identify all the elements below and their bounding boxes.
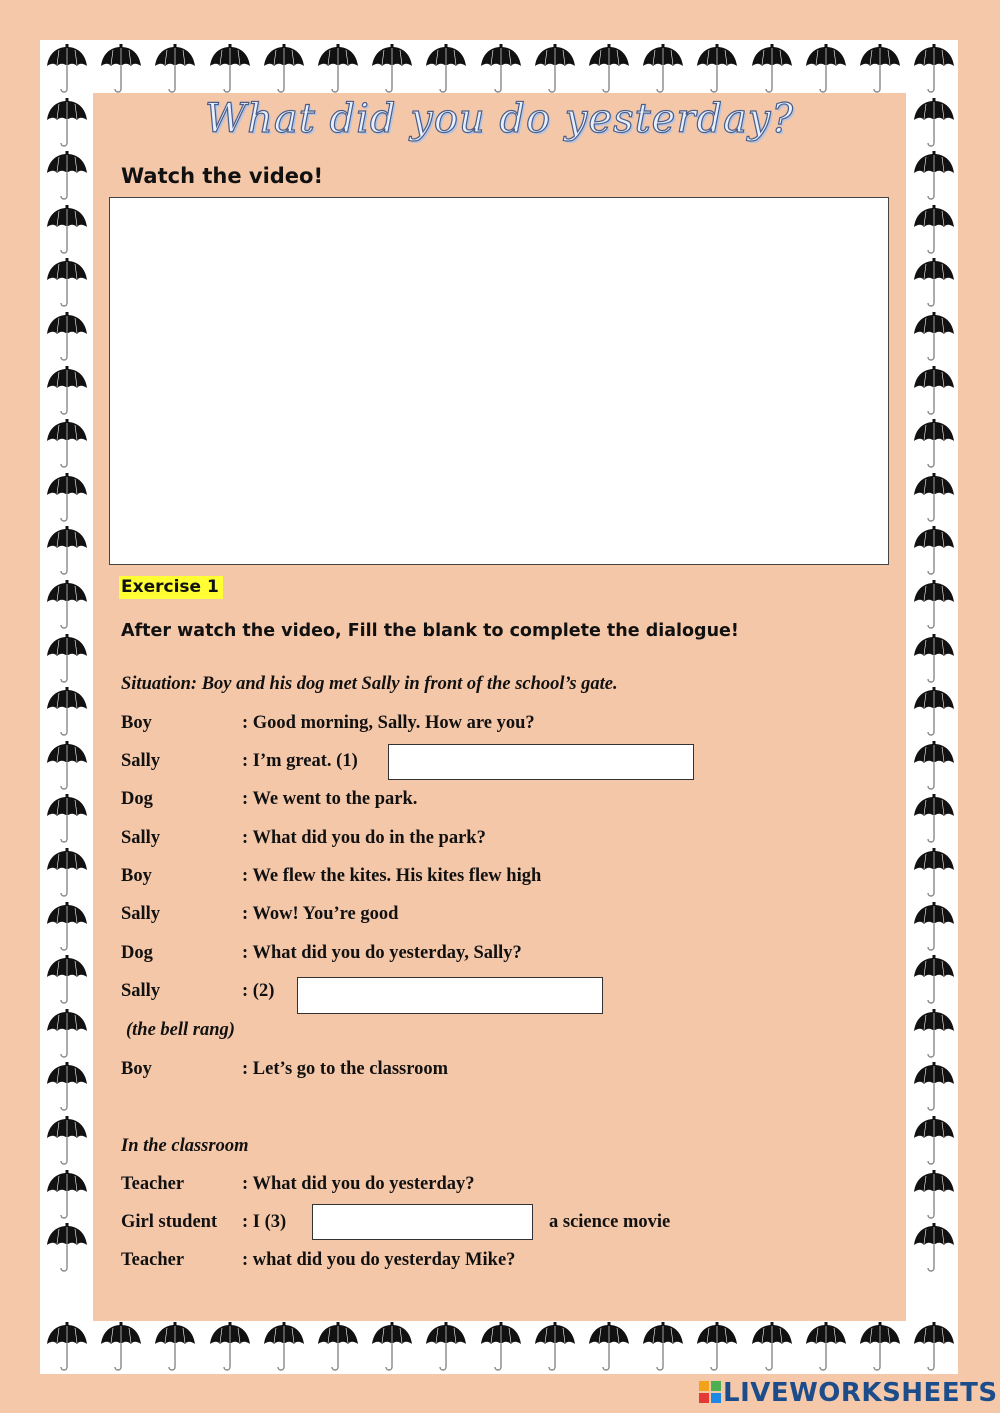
umbrella-icon [913, 526, 955, 578]
speaker: Sally [121, 751, 161, 771]
umbrella-icon [154, 44, 196, 96]
umbrella-icon [913, 580, 955, 632]
umbrella-icon [46, 205, 88, 257]
umbrella-icon [46, 366, 88, 418]
umbrella-icon [751, 44, 793, 96]
umbrella-icon [480, 44, 522, 96]
umbrella-icon [588, 44, 630, 96]
umbrella-icon [46, 258, 88, 310]
umbrella-icon [46, 902, 88, 954]
line-text: : Wow! You’re good [242, 904, 399, 924]
umbrella-icon [913, 205, 955, 257]
umbrella-icon [913, 1062, 955, 1114]
umbrella-icon [100, 44, 142, 96]
umbrella-icon [46, 848, 88, 900]
umbrella-icon [46, 44, 88, 96]
umbrella-icon [913, 312, 955, 364]
classroom-label: In the classroom [121, 1136, 249, 1156]
umbrella-icon [859, 44, 901, 96]
umbrella-icon [317, 1322, 359, 1374]
answer-input-2[interactable] [297, 977, 603, 1014]
umbrella-icon [913, 419, 955, 471]
umbrella-icon [371, 1322, 413, 1374]
umbrella-icon [913, 151, 955, 203]
umbrella-icon [913, 741, 955, 793]
liveworksheets-mark-icon [699, 1381, 721, 1403]
umbrella-icon [913, 902, 955, 954]
umbrella-icon [480, 1322, 522, 1374]
umbrella-icon [209, 1322, 251, 1374]
line-text: : Good morning, Sally. How are you? [242, 713, 535, 733]
line-text: : What did you do yesterday? [242, 1174, 475, 1194]
umbrella-icon [209, 44, 251, 96]
umbrella-icon [913, 634, 955, 686]
umbrella-icon [46, 419, 88, 471]
umbrella-icon [913, 794, 955, 846]
line-text: : We went to the park. [242, 789, 418, 809]
umbrella-icon [588, 1322, 630, 1374]
umbrella-icon [46, 687, 88, 739]
speaker: Sally [121, 828, 161, 848]
umbrella-icon [46, 955, 88, 1007]
umbrella-icon [46, 794, 88, 846]
watch-video-heading: Watch the video! [121, 164, 324, 188]
umbrella-icon [46, 634, 88, 686]
umbrella-icon [913, 848, 955, 900]
umbrella-icon [46, 741, 88, 793]
speaker: Sally [121, 981, 161, 1001]
umbrella-icon [46, 1062, 88, 1114]
speaker: Boy [121, 713, 152, 733]
umbrella-icon [913, 1116, 955, 1168]
umbrella-icon [642, 44, 684, 96]
after-blank-text: a science movie [549, 1212, 671, 1232]
umbrella-icon [805, 1322, 847, 1374]
speaker: Boy [121, 866, 152, 886]
umbrella-icon [46, 312, 88, 364]
umbrella-icon [425, 44, 467, 96]
line-text: : I’m great. (1) [242, 751, 358, 771]
speaker: Girl student [121, 1212, 218, 1232]
umbrella-icon [913, 1009, 955, 1061]
umbrella-icon [46, 151, 88, 203]
umbrella-icon [46, 1009, 88, 1061]
worksheet-title: What did you do yesterday? [205, 96, 794, 142]
video-player[interactable] [109, 197, 889, 565]
umbrella-icon [263, 1322, 305, 1374]
umbrella-icon [913, 1170, 955, 1222]
line-text: : What did you do in the park? [242, 828, 486, 848]
umbrella-icon [913, 258, 955, 310]
umbrella-icon [317, 44, 359, 96]
umbrella-icon [913, 955, 955, 1007]
umbrella-icon [805, 44, 847, 96]
umbrella-icon [100, 1322, 142, 1374]
speaker: Sally [121, 904, 161, 924]
umbrella-icon [913, 44, 955, 96]
umbrella-icon [46, 580, 88, 632]
answer-input-3[interactable] [312, 1204, 533, 1240]
line-text: : (2) [242, 981, 275, 1001]
line-text: : We flew the kites. His kites flew high [242, 866, 542, 886]
umbrella-icon [534, 44, 576, 96]
umbrella-icon [46, 1322, 88, 1374]
umbrella-icon [46, 1170, 88, 1222]
umbrella-icon [371, 44, 413, 96]
line-text: : what did you do yesterday Mike? [242, 1250, 516, 1270]
umbrella-icon [913, 1223, 955, 1275]
umbrella-icon [913, 1322, 955, 1374]
umbrella-icon [46, 98, 88, 150]
answer-input-1[interactable] [388, 744, 694, 780]
umbrella-icon [46, 473, 88, 525]
umbrella-icon [46, 1116, 88, 1168]
umbrella-icon [46, 1223, 88, 1275]
umbrella-icon [859, 1322, 901, 1374]
umbrella-icon [913, 98, 955, 150]
speaker: Teacher [121, 1250, 185, 1270]
umbrella-icon [46, 526, 88, 578]
situation-text: Situation: Boy and his dog met Sally in front of the school’s gate. [121, 674, 618, 694]
umbrella-icon [696, 44, 738, 96]
umbrella-icon [642, 1322, 684, 1374]
umbrella-icon [534, 1322, 576, 1374]
speaker: Boy [121, 1059, 152, 1079]
line-text: : Let’s go to the classroom [242, 1059, 449, 1079]
umbrella-icon [154, 1322, 196, 1374]
speaker: Teacher [121, 1174, 185, 1194]
bell-note: (the bell rang) [126, 1020, 235, 1040]
speaker: Dog [121, 943, 153, 963]
umbrella-icon [913, 473, 955, 525]
instruction-text: After watch the video, Fill the blank to complete the dialogue! [121, 621, 739, 641]
line-text: : What did you do yesterday, Sally? [242, 943, 522, 963]
umbrella-icon [913, 366, 955, 418]
umbrella-icon [751, 1322, 793, 1374]
umbrella-icon [913, 687, 955, 739]
line-text: : I (3) [242, 1212, 287, 1232]
speaker: Dog [121, 789, 153, 809]
exercise-label: Exercise 1 [119, 576, 223, 599]
umbrella-icon [263, 44, 305, 96]
brand-text: LIVEWORKSHEETS [723, 1378, 998, 1408]
umbrella-icon [696, 1322, 738, 1374]
liveworksheets-logo[interactable] [699, 1378, 998, 1410]
umbrella-icon [425, 1322, 467, 1374]
